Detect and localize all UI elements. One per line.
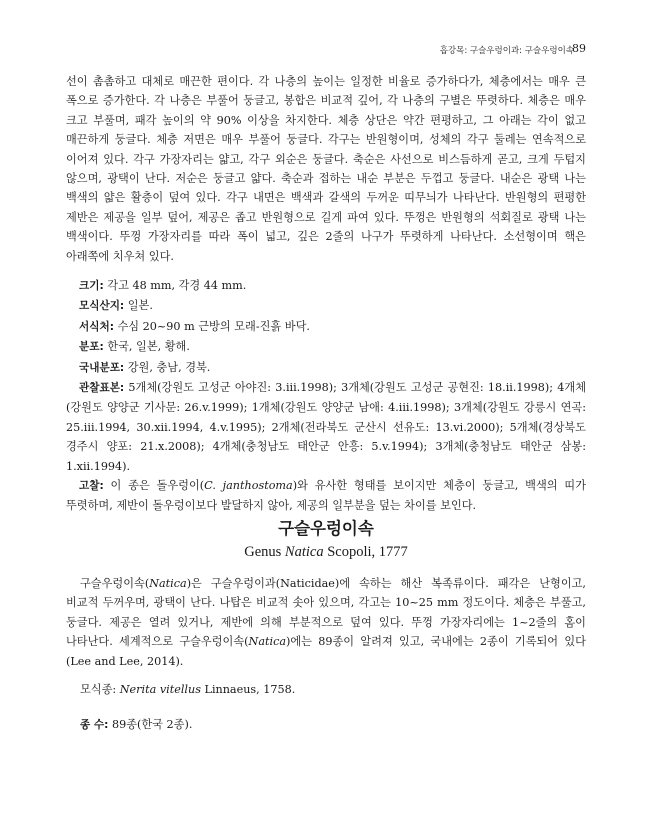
field-size [66,276,586,296]
field-remarks-pre: 이 종은 돌우렁이( [110,479,205,493]
field-habitat-label: 서식처: [79,320,114,333]
section-subtitle-author: Scopoli, 1777 [323,544,408,560]
field-habitat [66,317,586,337]
genus-paragraph-genus-name-1: Natica [149,577,187,590]
field-remarks-label: 고찰: [79,480,104,493]
species-count [80,715,192,735]
field-type-locality [66,296,586,316]
field-type-locality-label: 모식산지: [79,300,125,313]
page-header [0,44,652,60]
field-remarks-species-name: C. janthostoma [204,479,293,493]
field-size-label: 크기: [79,280,104,292]
page-number: 89 [572,42,586,55]
field-distribution [66,337,586,357]
field-specimens-label: 관찰표본: [79,382,125,395]
intro-paragraph: 선이 촘촘하고 대체로 매끈한 편이다. 각 나층의 높이는 일정한 비율로 증가하다가, 체층에서는 매우 큰 폭으로 증가한다. 각 나층은 부풀어 둥글고, 봉합은 비교적 깊어, 각 나층의 구별은 뚜렷하다. 체층은 매우 크고 부풀며, 패각 높이의 약 90% 이상을 차지한다. 체층 상단은 약간 편평하고, 그 아래는 각이 없고 매끈하게 둥글다. 체층 저면은 매우 부풀어 둥글다. 각구는 반원형이며, 성체의 각구 둘레는 연속적으로 이어져 있다. 각구 가장자리는 얇고, 각구 외순은 둥글다. 축순은 사선으로 비스듬하게 곧고, 크게 두텁지 않으며, 광택이 난다. 저순은 둥글고 얇다. 축순과 접하는 내순 부분은 두껍고 둥글다. 내순은 광택 나는 백색의 얇은 활층이 덮여 있다. 각구 내면은 백색과 갈색의 두꺼운 띠무늬가 나타난다. 반원형의 편평한 제반은 제공을 일부 덮어, 제공은 좁고 반원형으로 길게 파여 있다. 뚜껑은 반원형의 석회질로 광택 나는 백색이다. 뚜껑 가장자리를 따라 폭이 넓고, 깊은 2줄의 나구가 뚜렷하게 나타난다. 소선형이며 핵은 아래쪽에 치우쳐 있다. [66,75,586,263]
field-distribution-label: 분포: [79,341,104,354]
field-specimens-value: 5개체(강원도 고성군 아야진: 3.iii.1998); 3개체(강원도 고성군 공현진: 18.ii.1998); 4개체(강원도 양양군 기사문: 26.v.1999); 1개체(강원도 양양군 남애: 4.iii.1998); 3개체(강원도 강릉시 연곡: 25.iii.1994, 30.xii.1994, 4.v.1995); 2개체(전라북도 군산시 선유도: 13.vi.2000); 5개체(경상북도 경주시 양포: 21.x.2008); 4개체(충청남도 태안군 안흥: 5.v.1994); 3개체(충청남도 태안군 삼봉: 1.xii.1994). [66,381,587,473]
running-title: 흡강목: 구슬우렁이과: 구슬우렁이속 [439,46,574,56]
genus-paragraph [66,574,586,671]
field-korean-distribution-value: 강원, 충남, 경북. [127,360,211,374]
section-title: 구슬우렁이속 [278,519,374,538]
species-count-label: 종 수: [80,719,109,731]
type-species-label: 모식종: [80,683,117,696]
genus-section-heading [0,518,652,562]
field-remarks [66,476,586,516]
species-count-value: 89종(한국 2종). [111,718,193,731]
field-korean-distribution-label: 국내분포: [79,361,125,374]
genus-paragraph-post: )에는 89종이 알려져 있고, 국내에는 2종이 기록되어 있다(Lee and Lee, 2014). [66,635,586,668]
field-remarks-post: )와 유사한 형태를 보이지만 체층이 둥글고, 백색의 띠가 뚜렷하며, 제반이 돌우렁이보다 발달하지 않아, 제공의 일부분을 덮는 차이를 보인다. [66,479,587,513]
field-korean-distribution [66,358,586,378]
section-subtitle-pre: Genus [244,544,285,560]
section-subtitle [0,542,652,562]
species-fields [66,276,586,516]
type-species-name: Nerita vitellus [119,683,201,696]
field-habitat-value: 수심 20~90 m 근방의 모래-진흙 바닥. [117,319,310,333]
field-distribution-value: 한국, 일본, 황해. [107,340,190,354]
genus-paragraph-pre: 구슬우렁이속( [80,577,150,590]
type-species-author: Linnaeus, 1758. [200,683,296,696]
genus-paragraph-genus-name-2: Natica [248,635,286,649]
type-species [80,680,295,699]
section-subtitle-genus: Natica [284,544,324,560]
field-size-value: 각고 48 mm, 각경 44 mm. [107,279,247,292]
genus-paragraph-mid: )은 구슬우렁이과(Naticidae)에 속하는 해산 복족류이다. 패각은 난형이고, 비교적 두꺼우며, 광택이 난다. 나탑은 비교적 솟아 있으며, 각고는 10~25 mm 정도이다. 체층은 부풀고, 둥글다. 제공은 열려 있거나, 제반에 의해 부분적으로 덮여 있다. 뚜껑 가장자리에는 1~2줄의 홈이 나타난다. 세계적으로 구슬우렁이속( [66,577,586,649]
field-type-locality-value: 일본. [127,299,153,313]
field-specimens [66,378,586,476]
